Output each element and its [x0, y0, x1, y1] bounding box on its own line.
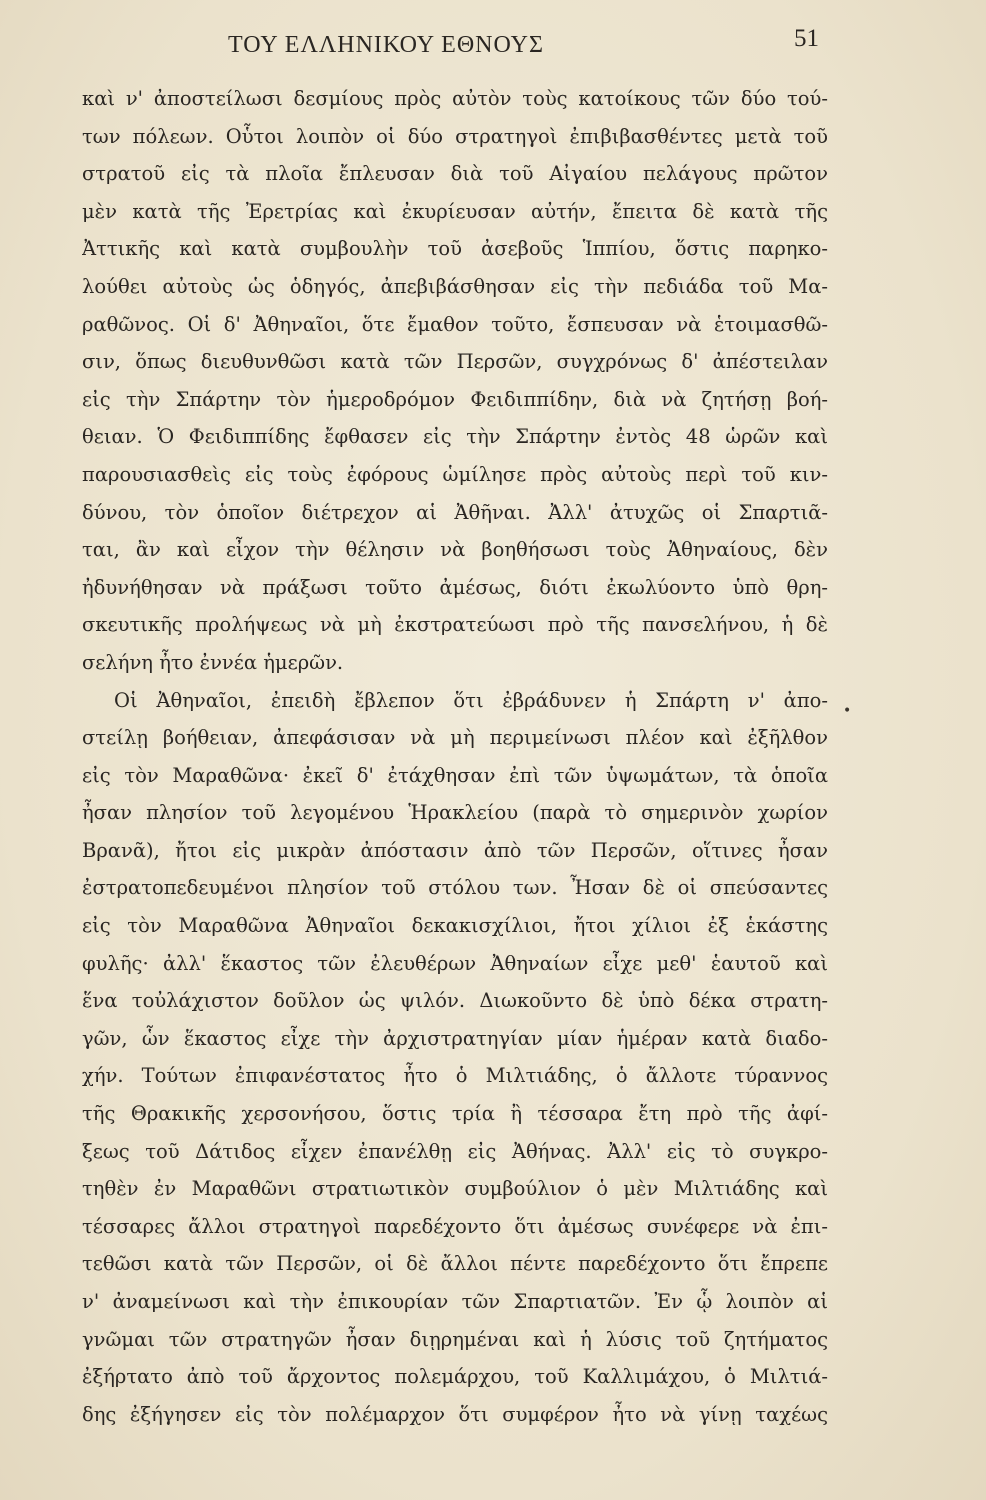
text-line: σκευτικῆς προλήψεως νὰ μὴ ἐκστρατεύωσι πρὸ τῆς πανσελήνου, ἡ δὲ [82, 613, 828, 637]
text-line: εἰς τὸν Μαραθῶνα Ἀθηναῖοι δεκακισχίλιοι, ἤτοι χίλιοι ἐξ ἑκάστης [82, 914, 828, 938]
text-line: των πόλεων. Οὗτοι λοιπὸν οἱ δύο στρατηγοὶ ἐπιβιβασθέντες μετὰ τοῦ [82, 124, 828, 148]
page-header [0, 25, 986, 60]
text-line: δης ἐξήγησεν εἰς τὸν πολέμαρχον ὅτι συμφέρον ἦτο νὰ γίνῃ ταχέως [82, 1402, 828, 1426]
text-line: φυλῆς· ἀλλ' ἕκαστος τῶν ἐλευθέρων Ἀθηναίων εἶχε μεθ' ἑαυτοῦ καὶ [82, 951, 828, 975]
text-line: στρατοῦ εἰς τὰ πλοῖα ἔπλευσαν διὰ τοῦ Αἰγαίου πελάγους πρῶτον [82, 162, 828, 186]
text-line: εἰς τὸν Μαραθῶνα· ἐκεῖ δ' ἐτάχθησαν ἐπὶ τῶν ὑψωμάτων, τὰ ὁποῖα [82, 763, 828, 787]
text-line: γνῶμαι τῶν στρατηγῶν ἦσαν διῃρημέναι καὶ ἡ λύσις τοῦ ζητήματος [82, 1327, 828, 1351]
text-line: ται, ἂν καὶ εἶχον τὴν θέλησιν νὰ βοηθήσωσι τοὺς Ἀθηναίους, δὲν [82, 538, 828, 562]
margin-mark: • [843, 703, 852, 719]
body-text [82, 80, 828, 1433]
text-line: καὶ ν' ἀποστείλωσι δεσμίους πρὸς αὐτὸν τοὺς κατοίκους τῶν δύο τού- [82, 87, 828, 110]
text-line: χήν. Τούτων ἐπιφανέστατος ἦτο ὁ Μιλτιάδης, ὁ ἄλλοτε τύραννος [82, 1064, 828, 1088]
text-line: ξεως τοῦ Δάτιδος εἶχεν ἐπανέλθῃ εἰς Ἀθήνας. Ἀλλ' εἰς τὸ συγκρο- [82, 1139, 828, 1163]
text-line: ἕνα τοὐλάχιστον δοῦλον ὡς ψιλόν. Διωκοῦντο δὲ ὑπὸ δέκα στρατη- [82, 989, 828, 1013]
text-line: ἐστρατοπεδευμένοι πλησίον τοῦ στόλου των. Ἦσαν δὲ οἱ σπεύσαντες [82, 876, 828, 900]
text-line: τεθῶσι κατὰ τῶν Περσῶν, οἱ δὲ ἄλλοι πέντε παρεδέχοντο ὅτι ἔπρεπε [82, 1252, 828, 1276]
text-line: Βρανᾶ), ἤτοι εἰς μικρὰν ἀπόστασιν ἀπὸ τῶν Περσῶν, οἵτινες ἦσαν [82, 838, 828, 862]
text-line: στείλῃ βοήθειαν, ἀπεφάσισαν νὰ μὴ περιμείνωσι πλέον καὶ ἐξῆλθον [82, 726, 828, 750]
text-line: παρουσιασθεὶς εἰς τοὺς ἐφόρους ὡμίλησε πρὸς αὐτοὺς περὶ τοῦ κιν- [82, 462, 828, 486]
text-line: ραθῶνος. Οἱ δ' Ἀθηναῖοι, ὅτε ἔμαθον τοῦτο, ἔσπευσαν νὰ ἑτοιμασθῶ- [82, 312, 828, 336]
text-line: ν' ἀναμείνωσι καὶ τὴν ἐπικουρίαν τῶν Σπαρτιατῶν. Ἐν ᾧ λοιπὸν αἱ [82, 1290, 828, 1313]
text-line: ἐξήρτατο ἀπὸ τοῦ ἄρχοντος πολεμάρχου, τοῦ Καλλιμάχου, ὁ Μιλτιά- [82, 1365, 828, 1389]
text-line: θειαν. Ὁ Φειδιππίδης ἔφθασεν εἰς τὴν Σπάρτην ἐντὸς 48 ὡρῶν καὶ [82, 425, 828, 449]
paragraph-end-line: σελήνη ἦτο ἐννέα ἡμερῶν. [82, 650, 344, 674]
text-line: λούθει αὐτοὺς ὡς ὁδηγός, ἀπεβιβάσθησαν εἰς τὴν πεδιάδα τοῦ Μα- [82, 274, 828, 298]
text-line: τῆς Θρακικῆς χερσονήσου, ὅστις τρία ἢ τέσσαρα ἔτη πρὸ τῆς ἀφί- [82, 1102, 828, 1126]
text-line: σιν, ὅπως διευθυνθῶσι κατὰ τῶν Περσῶν, συγχρόνως δ' ἀπέστειλαν [82, 350, 828, 374]
text-line: τηθὲν ἐν Μαραθῶνι στρατιωτικὸν συμβούλιον ὁ μὲν Μιλτιάδης καὶ [82, 1177, 828, 1201]
running-title: ΤΟΥ ΕΛΛΗΝΙΚΟΥ ΕΘΝΟΥΣ [228, 32, 544, 58]
text-line: ἦσαν πλησίον τοῦ λεγομένου Ἡρακλείου (παρὰ τὸ σημερινὸν χωρίον [82, 801, 828, 825]
page-number: 51 [794, 25, 819, 52]
text-line: μὲν κατὰ τῆς Ἐρετρίας καὶ ἐκυρίευσαν αὐτήν, ἔπειτα δὲ κατὰ τῆς [82, 199, 828, 223]
paragraph-start-line: Οἱ Ἀθηναῖοι, ἐπειδὴ ἔβλεπον ὅτι ἐβράδυνεν ἡ Σπάρτη ν' ἀπο- [114, 688, 828, 712]
text-line: τέσσαρες ἄλλοι στρατηγοὶ παρεδέχοντο ὅτι ἀμέσως συνέφερε νὰ ἐπι- [82, 1214, 828, 1238]
text-line: Ἀττικῆς καὶ κατὰ συμβουλὴν τοῦ ἀσεβοῦς Ἱππίου, ὅστις παρηκο- [82, 237, 828, 261]
text-line: εἰς τὴν Σπάρτην τὸν ἡμεροδρόμον Φειδιππίδην, διὰ νὰ ζητήσῃ βοή- [82, 387, 828, 411]
text-line: δύνου, τὸν ὁποῖον διέτρεχον αἱ Ἀθῆναι. Ἀλλ' ἀτυχῶς οἱ Σπαρτιᾶ- [82, 500, 828, 524]
text-line: γῶν, ὧν ἕκαστος εἶχε τὴν ἀρχιστρατηγίαν μίαν ἡμέραν κατὰ διαδο- [82, 1026, 828, 1050]
text-line: ἠδυνήθησαν νὰ πράξωσι τοῦτο ἀμέσως, διότι ἐκωλύοντο ὑπὸ θρη- [82, 575, 828, 599]
